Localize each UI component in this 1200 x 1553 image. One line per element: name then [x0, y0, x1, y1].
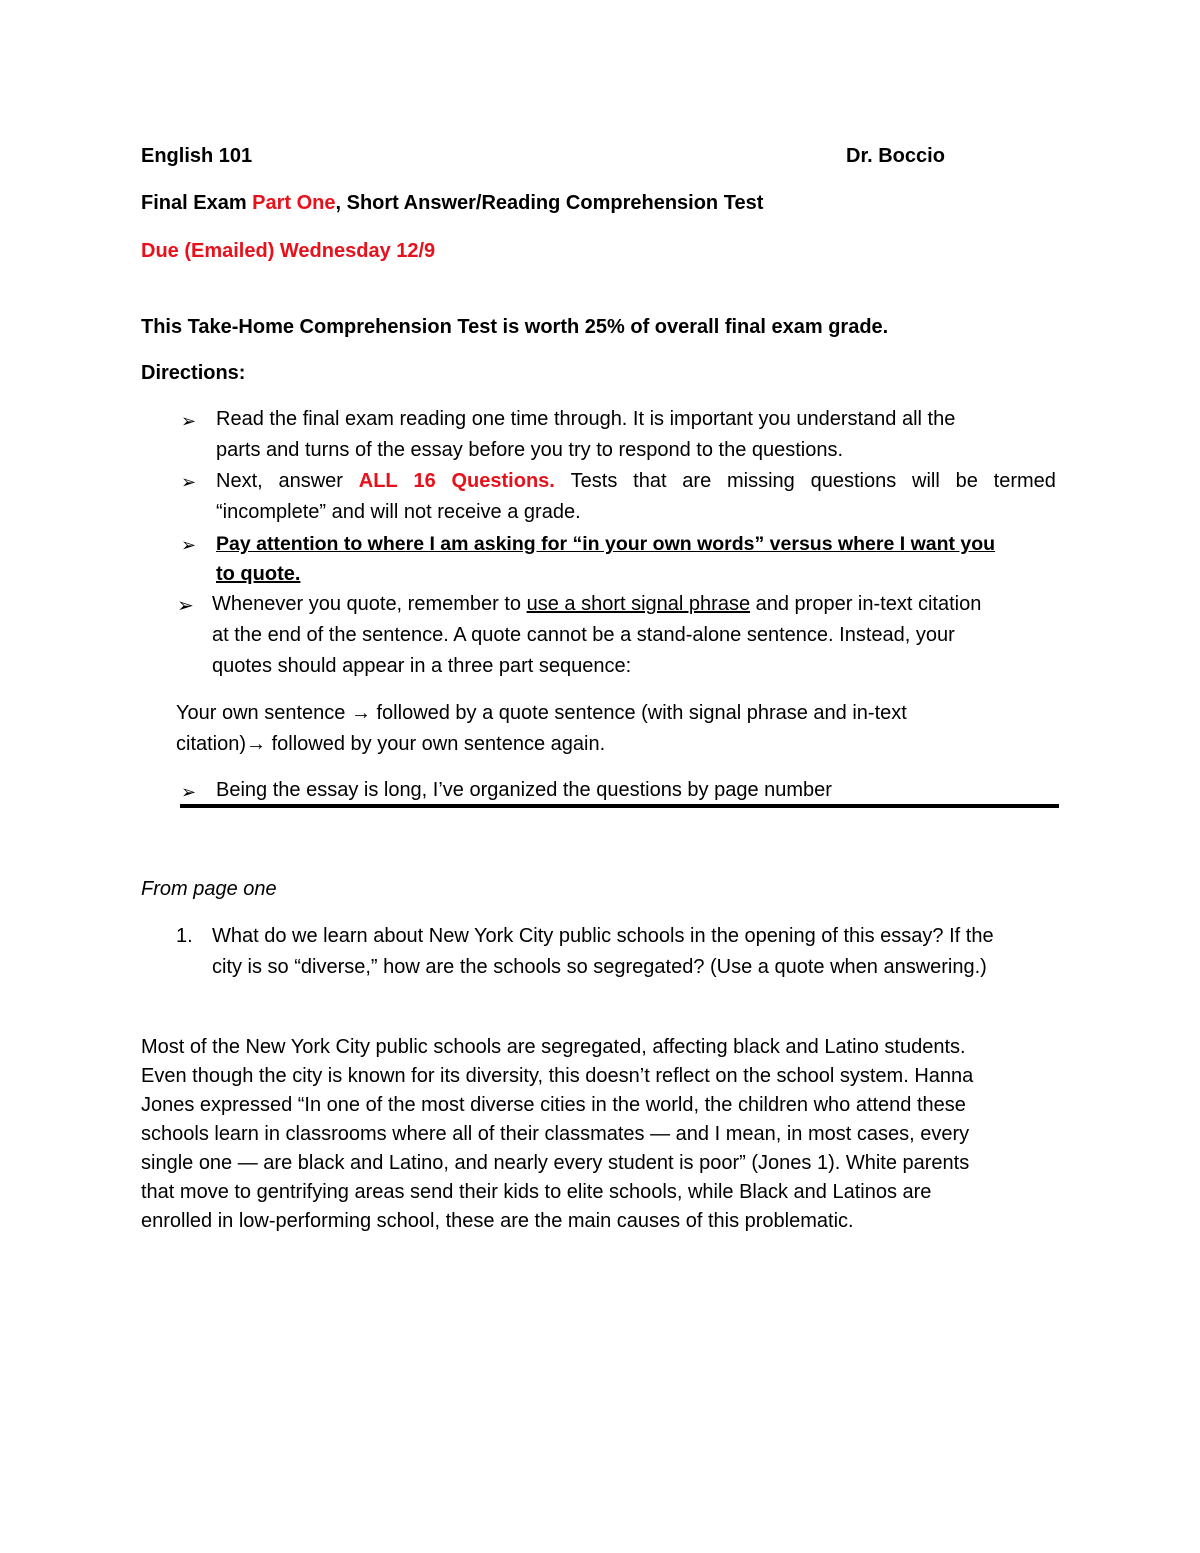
bullet-2-emphasis: ALL: [358, 470, 398, 492]
bullet-2-word: will: [912, 470, 940, 492]
section-divider: [180, 804, 1059, 808]
signal-phrase-emphasis: use a short signal phrase: [526, 593, 751, 615]
bullet-2-word: answer: [278, 470, 343, 492]
answer-line: schools learn in classrooms where all of their classmates — and I mean, in most cases, every: [141, 1123, 970, 1145]
question-number: 1.: [176, 925, 193, 947]
test-worth: This Take-Home Comprehension Test is worth 25% of overall final exam grade.: [141, 316, 889, 338]
exam-title-suffix: , Short Answer/Reading Comprehension Test: [335, 192, 764, 214]
bullet-3-line-2: to quote.: [216, 563, 301, 585]
bullet-1-line-2: parts and turns of the essay before you try to respond to the questions.: [216, 439, 844, 461]
arrowhead-bullet-icon: ➢: [181, 535, 197, 555]
bullet-5: Being the essay is long, I’ve organized the questions by page number: [216, 779, 832, 801]
arrowhead-bullet-icon: ➢: [181, 411, 197, 431]
exam-title-prefix: Final Exam: [141, 192, 253, 214]
answer-line: enrolled in low-performing school, these are the main causes of this problematic.: [141, 1210, 854, 1232]
exam-title-part: Part One: [252, 192, 336, 214]
bullet-2-word: be: [955, 470, 978, 492]
answer-line: Even though the city is known for its diversity, this doesn’t reflect on the school system. Hanna: [141, 1065, 974, 1087]
bullet-4-line-1: [212, 593, 981, 616]
bullet-2-word: are: [682, 470, 712, 492]
answer-line: that move to gentrifying areas send their kids to elite schools, while Black and Latinos are: [141, 1181, 932, 1203]
bullet-4-line-2: at the end of the sentence. A quote cannot be a stand-alone sentence. Instead, your: [212, 624, 955, 646]
due-date: Due (Emailed) Wednesday 12/9: [141, 240, 436, 262]
bullet-2-line-1: [216, 470, 1056, 493]
answer-paragraph: [141, 1033, 973, 1236]
bullet-2-emphasis: 16: [413, 470, 436, 492]
bullet-2-word: questions: [810, 470, 897, 492]
bullet-2-word: Next,: [216, 470, 263, 492]
question-1-line-1: What do we learn about New York City public schools in the opening of this essay? If the: [212, 925, 994, 947]
question-1-line-2: city is so “diverse,” how are the schools so segregated? (Use a quote when answering.): [212, 956, 987, 978]
bullet-2-word: termed: [993, 470, 1056, 492]
bullet-4-text: Whenever you quote, remember to: [212, 593, 527, 615]
bullet-3-line-1: Pay attention to where I am asking for “in your own words” versus where I want you: [216, 533, 996, 555]
bullet-2-word: missing: [727, 470, 795, 492]
course-title: English 101: [141, 145, 253, 167]
page-label: From page one: [141, 878, 277, 900]
exam-title: [141, 192, 763, 215]
directions-label: Directions:: [141, 362, 246, 384]
bullet-4-line-3: quotes should appear in a three part sequence:: [212, 655, 632, 677]
bullet-4-text: and proper in-text citation: [750, 593, 982, 615]
bullet-2-emphasis: Questions.: [451, 470, 555, 492]
instructor-name: Dr. Boccio: [846, 145, 945, 167]
arrowhead-bullet-icon: ➢: [177, 595, 194, 617]
arrowhead-bullet-icon: ➢: [181, 472, 197, 492]
bullet-1-line-1: Read the final exam reading one time through. It is important you understand all the: [216, 408, 956, 430]
sequence-line-2: citation)→ followed by your own sentence again.: [176, 733, 606, 755]
bullet-2-word: that: [633, 470, 667, 492]
answer-line: Most of the New York City public schools are segregated, affecting black and Latino students.: [141, 1036, 966, 1058]
arrowhead-bullet-icon: ➢: [181, 782, 197, 802]
bullet-2-word: Tests: [570, 470, 618, 492]
answer-line: Jones expressed “In one of the most diverse cities in the world, the children who attend these: [141, 1094, 966, 1116]
sequence-line-1: Your own sentence → followed by a quote sentence (with signal phrase and in-text: [176, 702, 907, 724]
answer-line: single one — are black and Latino, and nearly every student is poor” (Jones 1). White parents: [141, 1152, 970, 1174]
bullet-2-line-2: “incomplete” and will not receive a grade.: [216, 501, 581, 523]
